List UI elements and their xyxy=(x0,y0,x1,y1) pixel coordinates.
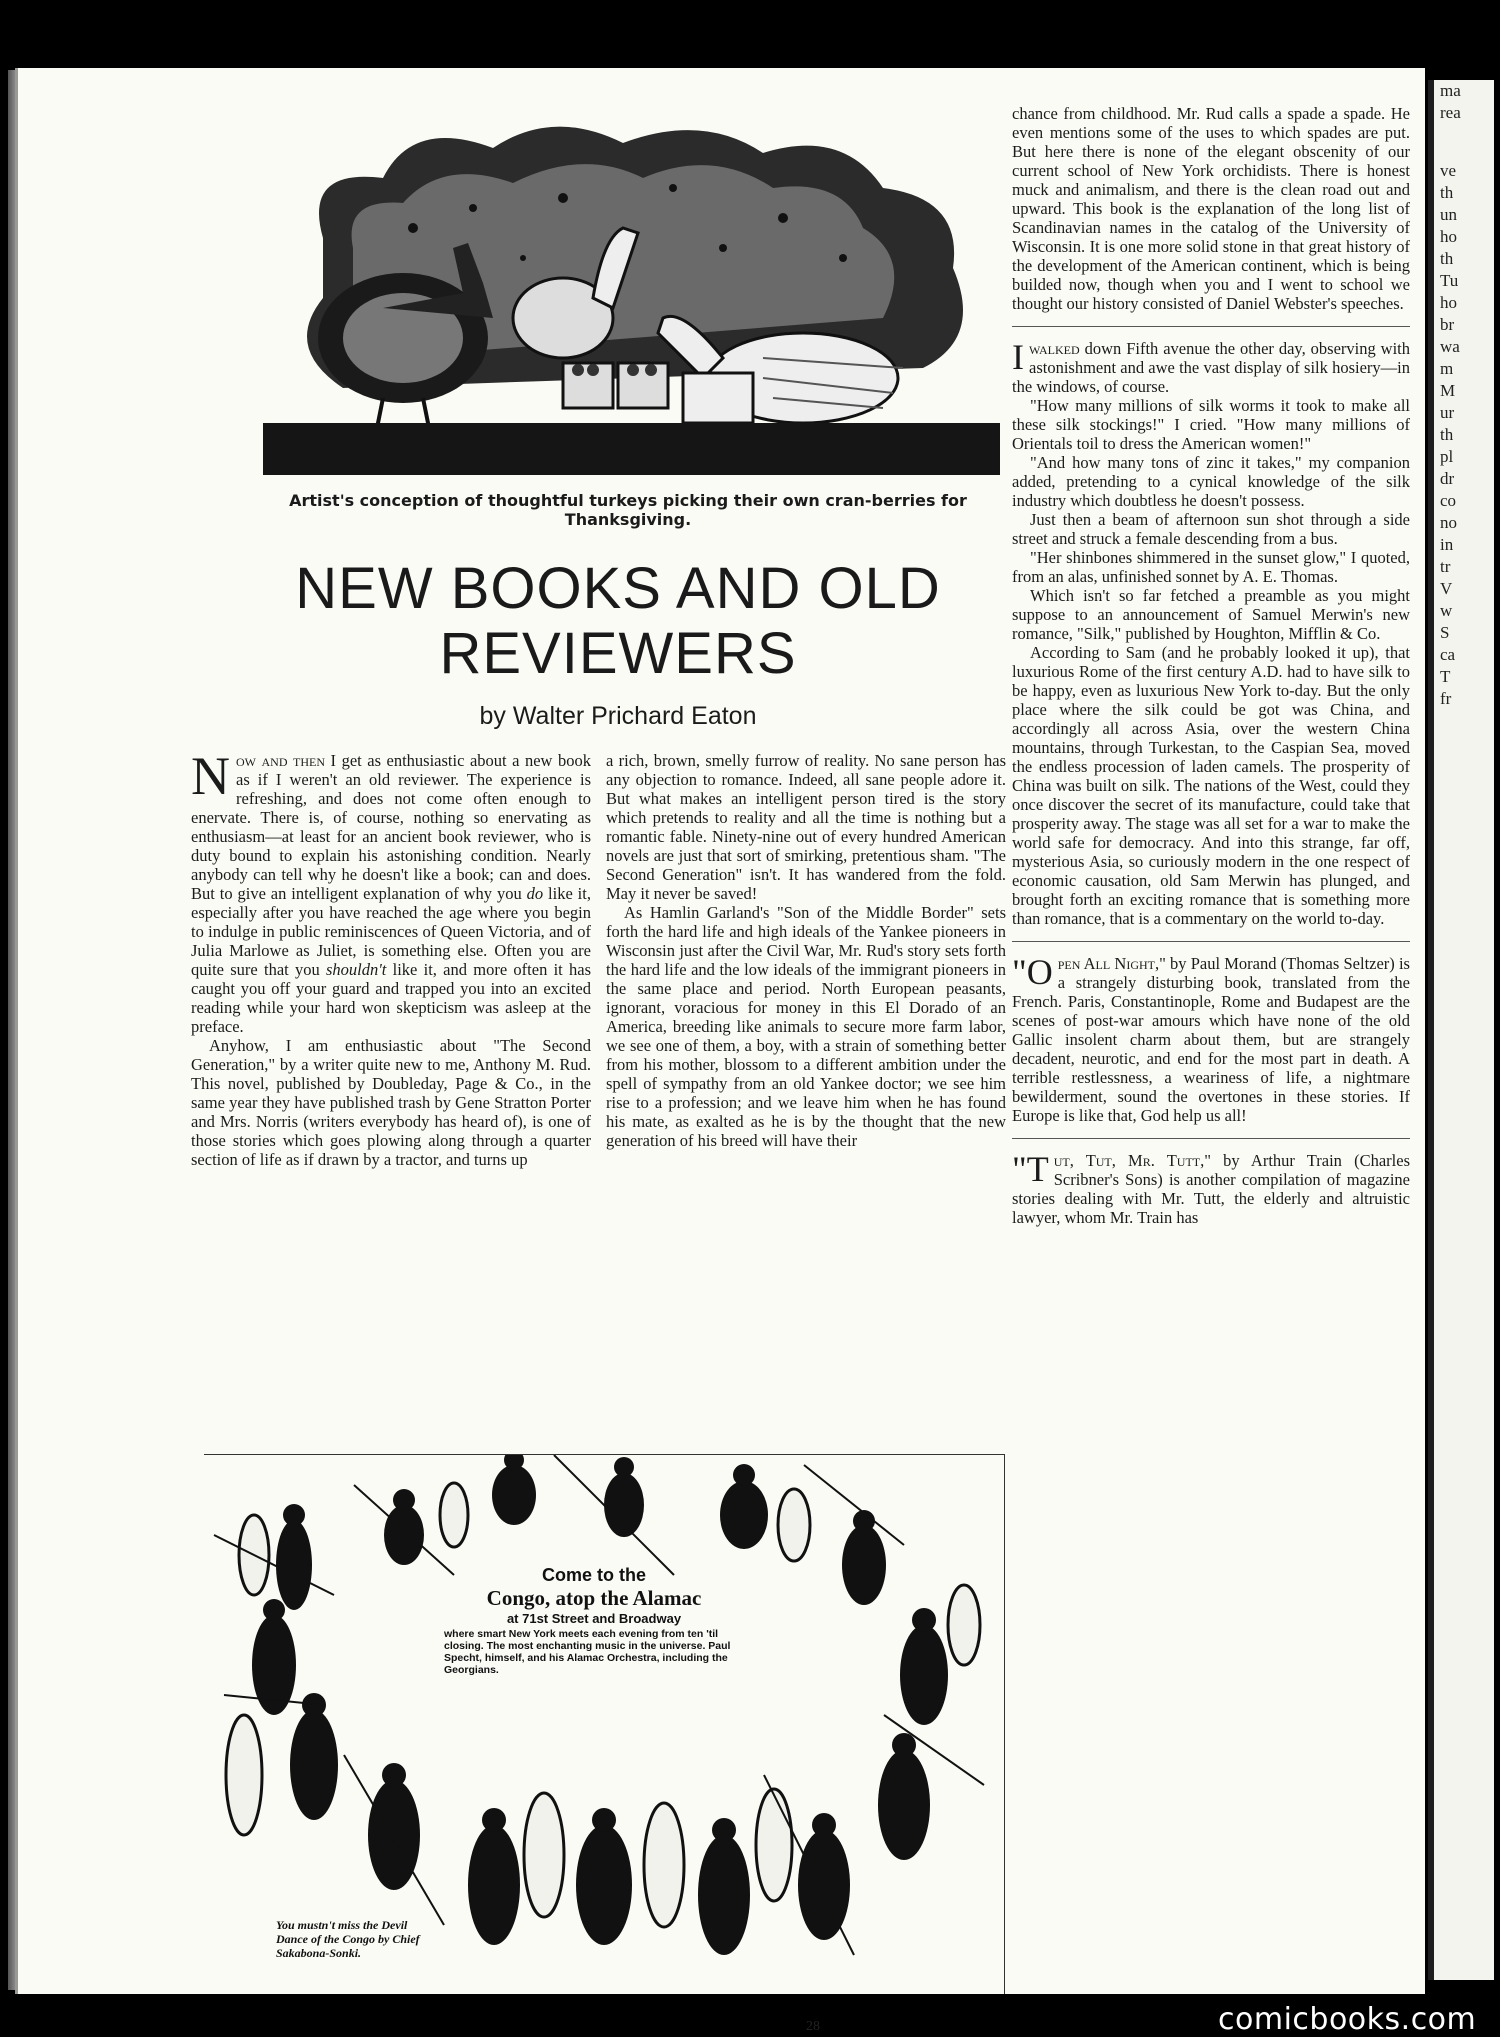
facing-page-line: dr xyxy=(1440,469,1455,488)
section-divider xyxy=(1012,941,1410,942)
turkeys-illustration xyxy=(263,108,1000,478)
article-column-1 xyxy=(191,751,591,1431)
facing-page-fragment xyxy=(1428,80,1494,1980)
facing-page-line: un xyxy=(1440,205,1457,224)
facing-page-line: co xyxy=(1440,491,1457,510)
facing-page-line: fr xyxy=(1440,689,1452,708)
lead-in: ut, Tut, Mr. Tutt, xyxy=(1053,1151,1205,1170)
article-title-line-1: NEW BOOKS AND OLD xyxy=(295,556,941,621)
emphasis: do xyxy=(526,884,544,903)
paragraph: "How many millions of silk worms it took to make all these silk stockings!" I cried. "How many millions of Orientals toil to dress the American women!" xyxy=(1012,396,1410,453)
page-number: 28 xyxy=(806,2019,820,2034)
illustration-caption: Artist's conception of thoughtful turkeys picking their own cran-berries for Thanksgiving. xyxy=(289,491,967,529)
open-quote: " xyxy=(1012,952,1027,992)
paragraph-text: " by Paul Morand (Thomas Seltzer) is a strangely disturbing book, translated from the French. Paris, Constantinople, Rome and Budapest are the scenes of post-war amours which have none of the old Gallic insolent charm about them, but are strangely decadent, neurotic, and end for the most part in death. A terrible restlessness, a weariness of life, a nightmare bewilderment, sound the overtones in these stories. If Europe is like that, God help us all! xyxy=(1012,954,1410,1125)
drop-cap: I xyxy=(1012,337,1024,377)
facing-page-line: th xyxy=(1440,183,1454,202)
open-quote: " xyxy=(1012,1149,1027,1189)
facing-page-line: ho xyxy=(1440,227,1457,246)
facing-page-line: tr xyxy=(1440,557,1451,576)
paragraph: Anyhow, I am enthusiastic about "The Second Generation," by a writer quite new to me, Anthony M. Rud. This novel, published by Doubleday, Page & Co., in the same year they have published trash by Gene Stratton Porter and Mrs. Norris (writers everybody has heard of), is one of those stories which goes plowing along through a quarter section of life as if drawn by a tractor, and turns up xyxy=(191,1036,591,1169)
drop-letter: O xyxy=(1026,952,1053,992)
ad-body-text: where smart New York meets each evening from ten 'til closing. The most enchanting music in the universe. Paul Specht, himself, and his Alamac Orchestra, including the Georgians. xyxy=(444,1628,731,1676)
facing-page-line: th xyxy=(1440,425,1454,444)
paragraph-text: " by Arthur Train (Charles Scribner's Sons) is another compilation of magazine stories dealing with Mr. Tutt, the elderly and altruistic lawyer, whom Mr. Train has xyxy=(1012,1151,1410,1227)
article-column-3 xyxy=(1012,104,1410,1984)
facing-page-line: Tu xyxy=(1440,271,1459,290)
site-watermark: comicbooks.com xyxy=(1218,2002,1477,2037)
ad-headline: Come to the xyxy=(541,1565,646,1585)
lead-in: pen All Night, xyxy=(1057,954,1160,973)
facing-page-line: ur xyxy=(1440,403,1455,422)
paragraph-text: like it, and more often it has caught you off your guard and trapped you into an excited reading while your hard won skepticism was asleep at the preface. xyxy=(191,960,591,1036)
congo-dancers-illustration xyxy=(204,1455,1004,1995)
drop-cap: N xyxy=(191,751,230,806)
facing-page-line: ma xyxy=(1440,81,1461,100)
section-divider xyxy=(1012,326,1410,327)
paragraph: a rich, brown, smelly furrow of reality. No sane person has any objection to romance. Indeed, all sane people adore it. But what makes an intelligent person tired is the story which pretends to reality and all the time is nothing but a romantic fable. Ninety-nine out of every hundred American novels are just that sort of smirking, pretentious sham. "The Second Generation" isn't. It has wandered from the fold. May it never be saved! xyxy=(606,751,1006,903)
paragraph: According to Sam (and he probably looked it up), that luxurious Rome of the first century A.D. had to have silk to be happy, even as luxurious New York to-day. But the only place where the silk could be got was China, and accordingly all across Asia, over the western China mountains, through Turkestan, to the Caspian Sea, moved the endless procession of laden camels. The prosperity of China was built on silk. The nations of the West, could they once discover the secret of its manufacture, could take that prosperity away. The stage was all set for a war to make the world safe for democracy. And into this strange, far off, mysterious Asia, so curiously modern in the one respect of economic causation, old Sam Merwin has plunged, and brought forth an exciting romance that is something more than romance, that is a commentary on the world to-day. xyxy=(1012,643,1410,928)
facing-page-line: th xyxy=(1440,249,1454,268)
paragraph: "Her shinbones shimmered in the sunset glow," I quoted, from an alas, unfinished sonnet by A. E. Thomas. xyxy=(1012,548,1410,586)
paragraph-text: like it, especially after you have reached the age where you begin to indulge in public reminiscences of Queen Victoria, and of Julia Marlowe as Juliet, is something else. Often you are quite sure that you xyxy=(191,884,591,979)
facing-page-line: pl xyxy=(1440,447,1454,466)
facing-page-line: in xyxy=(1440,535,1454,554)
facing-page-line: V xyxy=(1440,579,1453,598)
facing-page-line xyxy=(1440,124,1494,146)
facing-page-line: m xyxy=(1440,359,1454,378)
section-divider xyxy=(1012,1138,1410,1139)
paragraph-text: down Fifth avenue the other day, observing with astonishment and awe the vast display of silk hosiery—in the windows, of course. xyxy=(1012,339,1410,396)
facing-page-line: rea xyxy=(1440,103,1461,122)
facing-page-line: T xyxy=(1440,667,1451,686)
facing-page-line: S xyxy=(1440,623,1450,642)
drop-cap xyxy=(1012,952,1053,992)
facing-page-line: no xyxy=(1440,513,1457,532)
emphasis: shouldn't xyxy=(326,960,387,979)
facing-page-line: ca xyxy=(1440,645,1456,664)
congo-advertisement xyxy=(204,1455,1022,2015)
paragraph: "And how many tons of zinc it takes," my companion added, pretending to a cynical knowledge of the silk industry which doubtless he doesn't possess. xyxy=(1012,453,1410,510)
drop-letter: T xyxy=(1026,1149,1049,1189)
byline: by Walter Prichard Eaton xyxy=(479,702,757,730)
paragraph-text: I get as enthusiastic about a new book as if I weren't an old reviewer. The experience is refreshing, and does not come often enough to enervate. There is, of course, nothing so enervating as enthusiasm—at least for an ancient book reviewer, who is duty bound to explain his astonishing condition. Nearly anybody can tell why he doesn't like a book; can and does. But to give an intelligent explanation of why you xyxy=(191,751,591,903)
facing-page-text xyxy=(1434,80,1494,710)
facing-page-line: ve xyxy=(1440,161,1457,180)
facing-page-line: w xyxy=(1440,601,1453,620)
ad-note: You mustn't miss the Devil Dance of the Congo by Chief Sakabona-Sonki. xyxy=(276,1918,420,1960)
paragraph: As Hamlin Garland's "Son of the Middle Border" sets forth the hard life and high ideals of the Yankee pioneers in Wisconsin just after the Civil War, Mr. Rud's story sets forth the hard life and the low ideals of the immigrant pioneers in the same place and period. North European peasants, ignorant, voracious for money in this El Dorado of an America, breeding like animals to secure more farm labor, we see one of them, a boy, with a strain of something better from his mother, blossom to a different ambition under the spell of sympathy from an old Yankee doctor; we see him rise to a profession; and we leave him when he has found his mate, as exalted as he is by the thought that the new generation of his breed will have their xyxy=(606,903,1006,1150)
facing-page-line: wa xyxy=(1440,337,1460,356)
drop-cap xyxy=(1012,1149,1049,1189)
ad-address: at 71st Street and Broadway xyxy=(506,1611,682,1626)
paragraph: Which isn't so far fetched a preamble as you might suppose to an announcement of Samuel Merwin's new romance, "Silk," published by Houghton, Mifflin & Co. xyxy=(1012,586,1410,643)
paragraph: chance from childhood. Mr. Rud calls a spade a spade. He even mentions some of the uses to which spades are put. But here there is none of the elegant obscenity of our current school of New York orchidists. There is honest muck and animalism, and there is the clean road out and upward. This book is the explanation of the long list of Scandinavian names in the catalog of the University of Wisconsin. It is one more solid stone in that great history of the development of the American continent, which is being builded now, though when you and I went to school we thought our history consisted of Daniel Webster's speeches. xyxy=(1012,104,1410,313)
ad-text-box xyxy=(444,1565,744,1685)
article-column-2 xyxy=(606,751,1006,1431)
facing-page-line: ho xyxy=(1440,293,1457,312)
article-title-line-2: REVIEWERS xyxy=(439,621,797,686)
paragraph: Just then a beam of afternoon sun shot through a side street and struck a female descending from a bus. xyxy=(1012,510,1410,548)
facing-page-line: br xyxy=(1440,315,1455,334)
ad-venue: Congo, atop the Alamac xyxy=(486,1586,702,1610)
lead-in: walked xyxy=(1029,339,1080,358)
lead-in: ow and then xyxy=(236,751,326,770)
facing-page-line: M xyxy=(1440,381,1456,400)
